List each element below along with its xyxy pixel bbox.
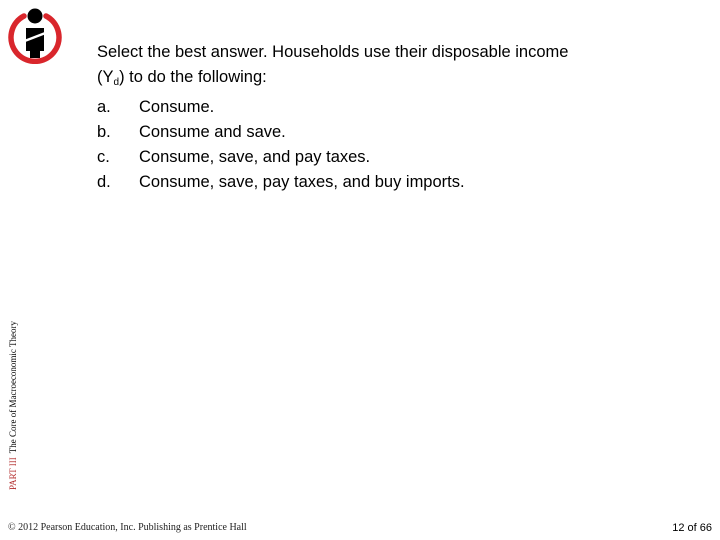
part-title: The Core of Macroeconomic Theory [8,320,18,454]
info-person-icon [4,6,66,64]
question-stem-line1: Select the best answer. Households use their disposable income [97,43,569,61]
option-text: Consume. [139,98,215,116]
option-letter: a. [97,98,111,116]
option-letter: b. [97,123,111,141]
option-letter: d. [97,173,111,191]
page-counter: 12 of 66 [672,522,712,534]
option-text: Consume and save. [139,123,286,141]
question-block [97,40,697,195]
answer-option[interactable] [97,145,697,170]
part-side-label [6,190,20,490]
answer-options [97,95,697,195]
option-text: Consume, save, and pay taxes. [139,148,371,166]
part-number: PART III [8,457,18,490]
option-letter: c. [97,148,110,166]
question-stem-suffix: ) to do the following: [119,68,267,86]
option-text: Consume, save, pay taxes, and buy imports. [139,173,465,191]
answer-option[interactable] [97,95,697,120]
question-stem-subscript: d [113,77,120,88]
answer-option[interactable] [97,120,697,145]
answer-option[interactable] [97,170,697,195]
copyright-notice: © 2012 Pearson Education, Inc. Publishing as Prentice Hall [8,522,247,533]
question-stem [97,40,697,95]
question-stem-prefix: (Y [97,68,114,86]
